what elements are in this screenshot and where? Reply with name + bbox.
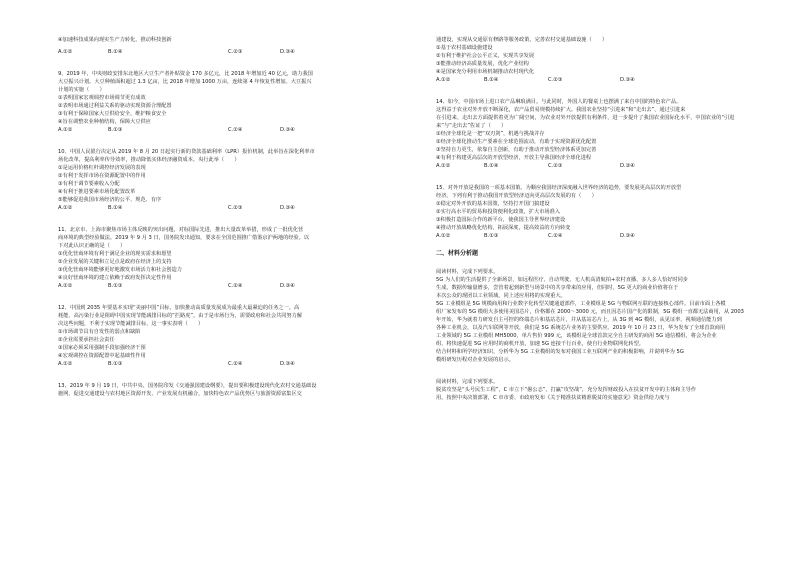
question-stem: 11、北京市、上海市聚焦市场主体反映的突出问题，对标国际先进，推出大量改革举措，形成了一批优化营 [58, 227, 304, 233]
option-b[interactable]: B.①④ [484, 77, 499, 83]
q8-options [58, 48, 398, 56]
question-item: ①市场调节具有自发性的弱点和缺陷 [58, 329, 141, 335]
question-stem: 15、对外开放是我国的一项基本国策。为顺应我国经济深度融入世界经济的趋势，要发展更高层次的开放型 [436, 185, 682, 191]
question-14 [436, 98, 776, 170]
question-item: ④宏观调控在资源配置中起基础性作用 [58, 353, 146, 359]
question-item: ①经济全球化是一把“双刃剑”，机遇与挑战并存 [436, 131, 545, 137]
question-item: ④有利于推进要素市场化配置改革 [58, 189, 136, 195]
question-item: ③优化营商环境能够更好地激发市场活力和社会创造力 [58, 267, 182, 273]
q12-options [58, 360, 398, 368]
option-c[interactable]: C.②④ [228, 283, 243, 289]
question-item: ①优化营商环境有利于满足企业的现实需求和愿望 [58, 251, 172, 257]
question-stem: 14、如今，中国市场上进口农产品琳琅满目。与此同时，外国人的餐桌上也摆满了来自中国的特色农产品。 [436, 99, 682, 105]
option-d[interactable]: D.③④ [280, 127, 295, 133]
question-item: ④旨在调整农业种植结构，保障大豆供应 [58, 119, 151, 125]
question-stem: 计划的实施（ ） [58, 87, 105, 93]
question-13 [58, 382, 398, 398]
question-item: ④是国家充分利用市场机制推动农村现代化 [436, 69, 535, 75]
question-item: ⑤能够促进我国市场经济的公平、规范、有序 [58, 197, 162, 203]
question-stem: 在引进来、走出去方面提供着更为广阔空间，为农业对外开放提供有利条件，进一步提升了我国农业国际化水平，中国农业的“引进 [436, 115, 735, 121]
left-column [58, 36, 398, 398]
material-text: 5G 工业模组是 5G 规模商用和行业数字化转型关键通道部件，工业模组是 5G 与物联网互联的连接核心部件。目前市面上各模 [436, 301, 726, 307]
material-text: 用。按照中央决策部署，C 市市委、市政府发布《关于精准扶贫精准脱贫的实施意见》资金供给力度与 [436, 395, 670, 401]
option-d[interactable]: D.③④ [620, 77, 635, 83]
question-9 [58, 70, 398, 134]
q15-options [436, 232, 776, 240]
material-text: 5G 为人们的生活提供了全新场景，如远程医疗、自动驾驶、无人机高清航拍+农村直播、多人多人恰好时同步 [436, 277, 688, 283]
question-item: ③能推动经济高质量发展，优化产业结构 [436, 61, 529, 67]
material-text: 本次公众的现团以工业领域，同上述应用将的实现重大。 [436, 293, 566, 299]
option-c[interactable]: C.②③ [228, 49, 243, 55]
question-stem: 12、中国到 2035 年要基本实现“美丽中国”目标，加快推动高质量发展成为最重大最紧迫的任务之一。高 [58, 305, 300, 311]
question-16 [436, 268, 776, 364]
question-item: ②有利于发挥市场在资源配置中的作用 [58, 173, 146, 179]
material-text: 工业领域的 5G 工业模组 MH5000，单片售价 999 元，该模组是全球首款完全自主研发的商用 5G 通信模组，将会为企业 [436, 333, 717, 339]
question-item: ④良好营商环境的建立依赖于政府发挥决定性作用 [58, 275, 172, 281]
question-stem: 通建设，实现从交通原有修路等服务政策，完善农村交通基础设施（ ） [436, 37, 608, 43]
q9-options [58, 126, 398, 134]
option-d[interactable]: D.③④ [620, 163, 635, 169]
question-stem: 大豆振兴计划。大豆种植面积超过 1.3 亿亩，比 2018 年增加 1000 万亩，连续第 4 年恢复性增加。大豆振兴 [58, 79, 312, 85]
option-b[interactable]: B.①③ [484, 233, 499, 239]
question-15 [436, 184, 776, 240]
question-item: ②有利于维护社会公平正义，实现共享发展 [436, 53, 535, 59]
option-a[interactable]: A.①② [436, 77, 451, 83]
question-item: ①是运用价格杠杆调控经济发展的表现 [58, 165, 146, 171]
question-item: ④有利于构建更高层次的开放型经济，开放主导我国经济全球化进程 [436, 155, 592, 161]
question-intro: 阅读材料，完成下列要求。 [436, 379, 499, 385]
option-a[interactable]: A.①② [436, 163, 451, 169]
option-c[interactable]: C.②③ [228, 205, 243, 211]
question-stem: 下对此认识正确的是（ ） [58, 243, 126, 249]
question-13-continued [436, 36, 776, 84]
option-d[interactable]: D.③④ [280, 205, 295, 211]
option-a[interactable]: A.①② [58, 127, 73, 133]
material-text: 结合材料和所学经济知识，分析华为 5G 工业模组的发布对我国工业互联网产业的积极影响，并说明华为 5G [436, 349, 684, 355]
option-a[interactable]: A.①② [436, 233, 451, 239]
material-text: 组厂家发布的 5G 模组大多使用美国芯片，价格都在 2000～3000 元，而且因芯片国产化的限制，5G 模组一直都无法商用，从 2003 [436, 309, 744, 315]
material-text: 年开始，华为就着力研发自主可控的终端芯片和基站芯片，并从基站芯片上，从 3G 到 4G 模组，从见证率、视频通信能力到 [436, 317, 722, 323]
question-17 [436, 378, 776, 402]
question-stem: 决这些问题，不利于实现节能减排目标，这一事实表明（ ） [58, 321, 204, 327]
option-d[interactable]: D.③④ [280, 361, 295, 367]
right-column [436, 36, 776, 402]
q13-options [436, 76, 776, 84]
question-stem: 商环境的典型经验做法。2019 年 9 月 3 日，国务院发出通知，要求在全国范围推广借鉴京沪两地的经验。以 [58, 235, 310, 241]
option-c[interactable]: C.②④ [228, 127, 243, 133]
option-a[interactable]: A.①② [58, 283, 73, 289]
material-text: 生成，数据传输量增多，尝管着起到新型与场景中的共享带来的应用，但同时，5G 更大的商业价值将在于 [436, 285, 679, 291]
question-stem: 来”与“走出去”佐证了（ ） [436, 123, 507, 129]
option-b[interactable]: B.①④ [108, 205, 123, 211]
option-b[interactable]: B.①④ [108, 49, 123, 55]
option-b[interactable]: B.①③ [108, 283, 123, 289]
option-a[interactable]: A.①② [58, 361, 73, 367]
question-item: ②实行高水平的贸易和投资便利化政策，扩大市场准入 [436, 209, 560, 215]
question-stem: 13、2019 年 9 月 19 日，中共中央、国务院印发《交通强国建设纲要》，提出要积极建设现代化农村交通基础设 [58, 383, 317, 389]
question-item: ②企业需要承担社会责任 [58, 337, 115, 343]
q14-options [436, 162, 776, 170]
question-stem: 10、中国人民银行决定从 2019 年 8 月 20 日起实行新的贷款基础利率（LPR）报价机制，此举旨在深化利率市 [58, 149, 315, 155]
question-stem: 9、2019 年，中央财政安排东北地区大豆生产者补贴资金 170 多亿元，比 2018 年增加近 40 亿元，助力我国 [58, 71, 313, 77]
question-item: ①表明国家宏观调控市场调节更有成效 [58, 95, 146, 101]
material-text: 脱贫攻坚是“头号民生工程”，C 市立下“愚公志”，打赢“攻坚战”，充分发挥财政投入在扶贫开发中的主体和主导作 [436, 387, 697, 393]
q8-item: ④加速科技成果向现实生产力转化，推动科技创新 [58, 37, 172, 43]
question-12 [58, 304, 398, 368]
option-a[interactable]: A.①② [58, 205, 73, 211]
material-text: 各种工业机会，以及汽车联网等开放，我们是 5G 系统芯片业务的主要供应。2019 年 10 月 23 日，华为发布了全球首款商用 [436, 325, 726, 331]
material-text: 组，将快速促进 5G 应用时的商机开放，加速 5G 连接千行百业，使自行业物联网化转型。 [436, 341, 644, 347]
question-item: ③坚持自力更生，依靠自主创新，有助于推动开放型经济体系更加完善 [436, 147, 597, 153]
option-b[interactable]: B.①④ [484, 163, 499, 169]
question-item: ③有利于保障国家大豆供给安全，维护粮食安全 [58, 111, 167, 117]
question-11 [58, 226, 398, 290]
question-intro: 阅读材料，完成下列要求。 [436, 269, 499, 275]
option-c[interactable]: C.②④ [228, 361, 243, 367]
question-item: ③积极打造国际合作的新平台，使我国主导世界经济建设 [436, 217, 566, 223]
section-heading: 二、材料分析题 [436, 250, 479, 257]
option-d[interactable]: D.③④ [280, 49, 295, 55]
option-a[interactable]: A.①② [58, 49, 73, 55]
question-stem: 施网，促进交通建设与农村地区资源开发、产业发展有机融合，加快特色农产品优势区与旅游资源富集区交 [58, 391, 302, 397]
option-c[interactable]: C.②④ [548, 233, 563, 239]
option-b[interactable]: B.①③ [108, 361, 123, 367]
q10-options [58, 204, 398, 212]
q11-options [58, 282, 398, 290]
question-stem: 耗能、高污染行业是阻碍中国实现节能减排目标的“拦路虎”。由于是市场行为，需要政府和社会共同努力解 [58, 313, 303, 319]
question-stem: 这得益于农业对外开放不断深化，农产品贸易规模持续扩大。我国农业坚持“引进来”和“走出去”，通过引进来 [436, 107, 686, 113]
option-c[interactable]: C.②③ [548, 77, 563, 83]
question-stem: 场化改革，提高利率传导效率，推动降低实体经济融资成本。央行此举（ ） [58, 157, 240, 163]
option-c[interactable]: C.②③ [548, 163, 563, 169]
question-item: ③有利于调节要素收入分配 [58, 181, 120, 187]
question-item: ②经济全球化推动生产要素在全球范围流动，有助于实现资源优化配置 [436, 139, 597, 145]
question-item: ②企业发展的关键和立足点是政府在经济上的支持 [58, 259, 172, 265]
question-10 [58, 148, 398, 212]
question-item: ①稳定对外开放的基本国策，坚持打开国门搞建设 [436, 201, 550, 207]
option-b[interactable]: B.①③ [108, 127, 123, 133]
question-item: ③国家必须采用强制手段加强经济干预 [58, 345, 146, 351]
question-item: ④推动开放战略优化结构，拓展深度，提高效益的方向转变 [436, 225, 571, 231]
question-item: ①基于农村基础设施建设 [436, 45, 493, 51]
material-text: 模组研发历程对企业发展的启示。 [436, 357, 514, 363]
question-item: ②表明市场通过利益关系的驱动实现资源合理配置 [58, 103, 172, 109]
option-d[interactable]: D.③④ [280, 283, 295, 289]
option-d[interactable]: D.③④ [620, 233, 635, 239]
question-stem: 经济。下列有利于推动我国开放型经济迈向更高层次发展的有（ ） [436, 193, 597, 199]
